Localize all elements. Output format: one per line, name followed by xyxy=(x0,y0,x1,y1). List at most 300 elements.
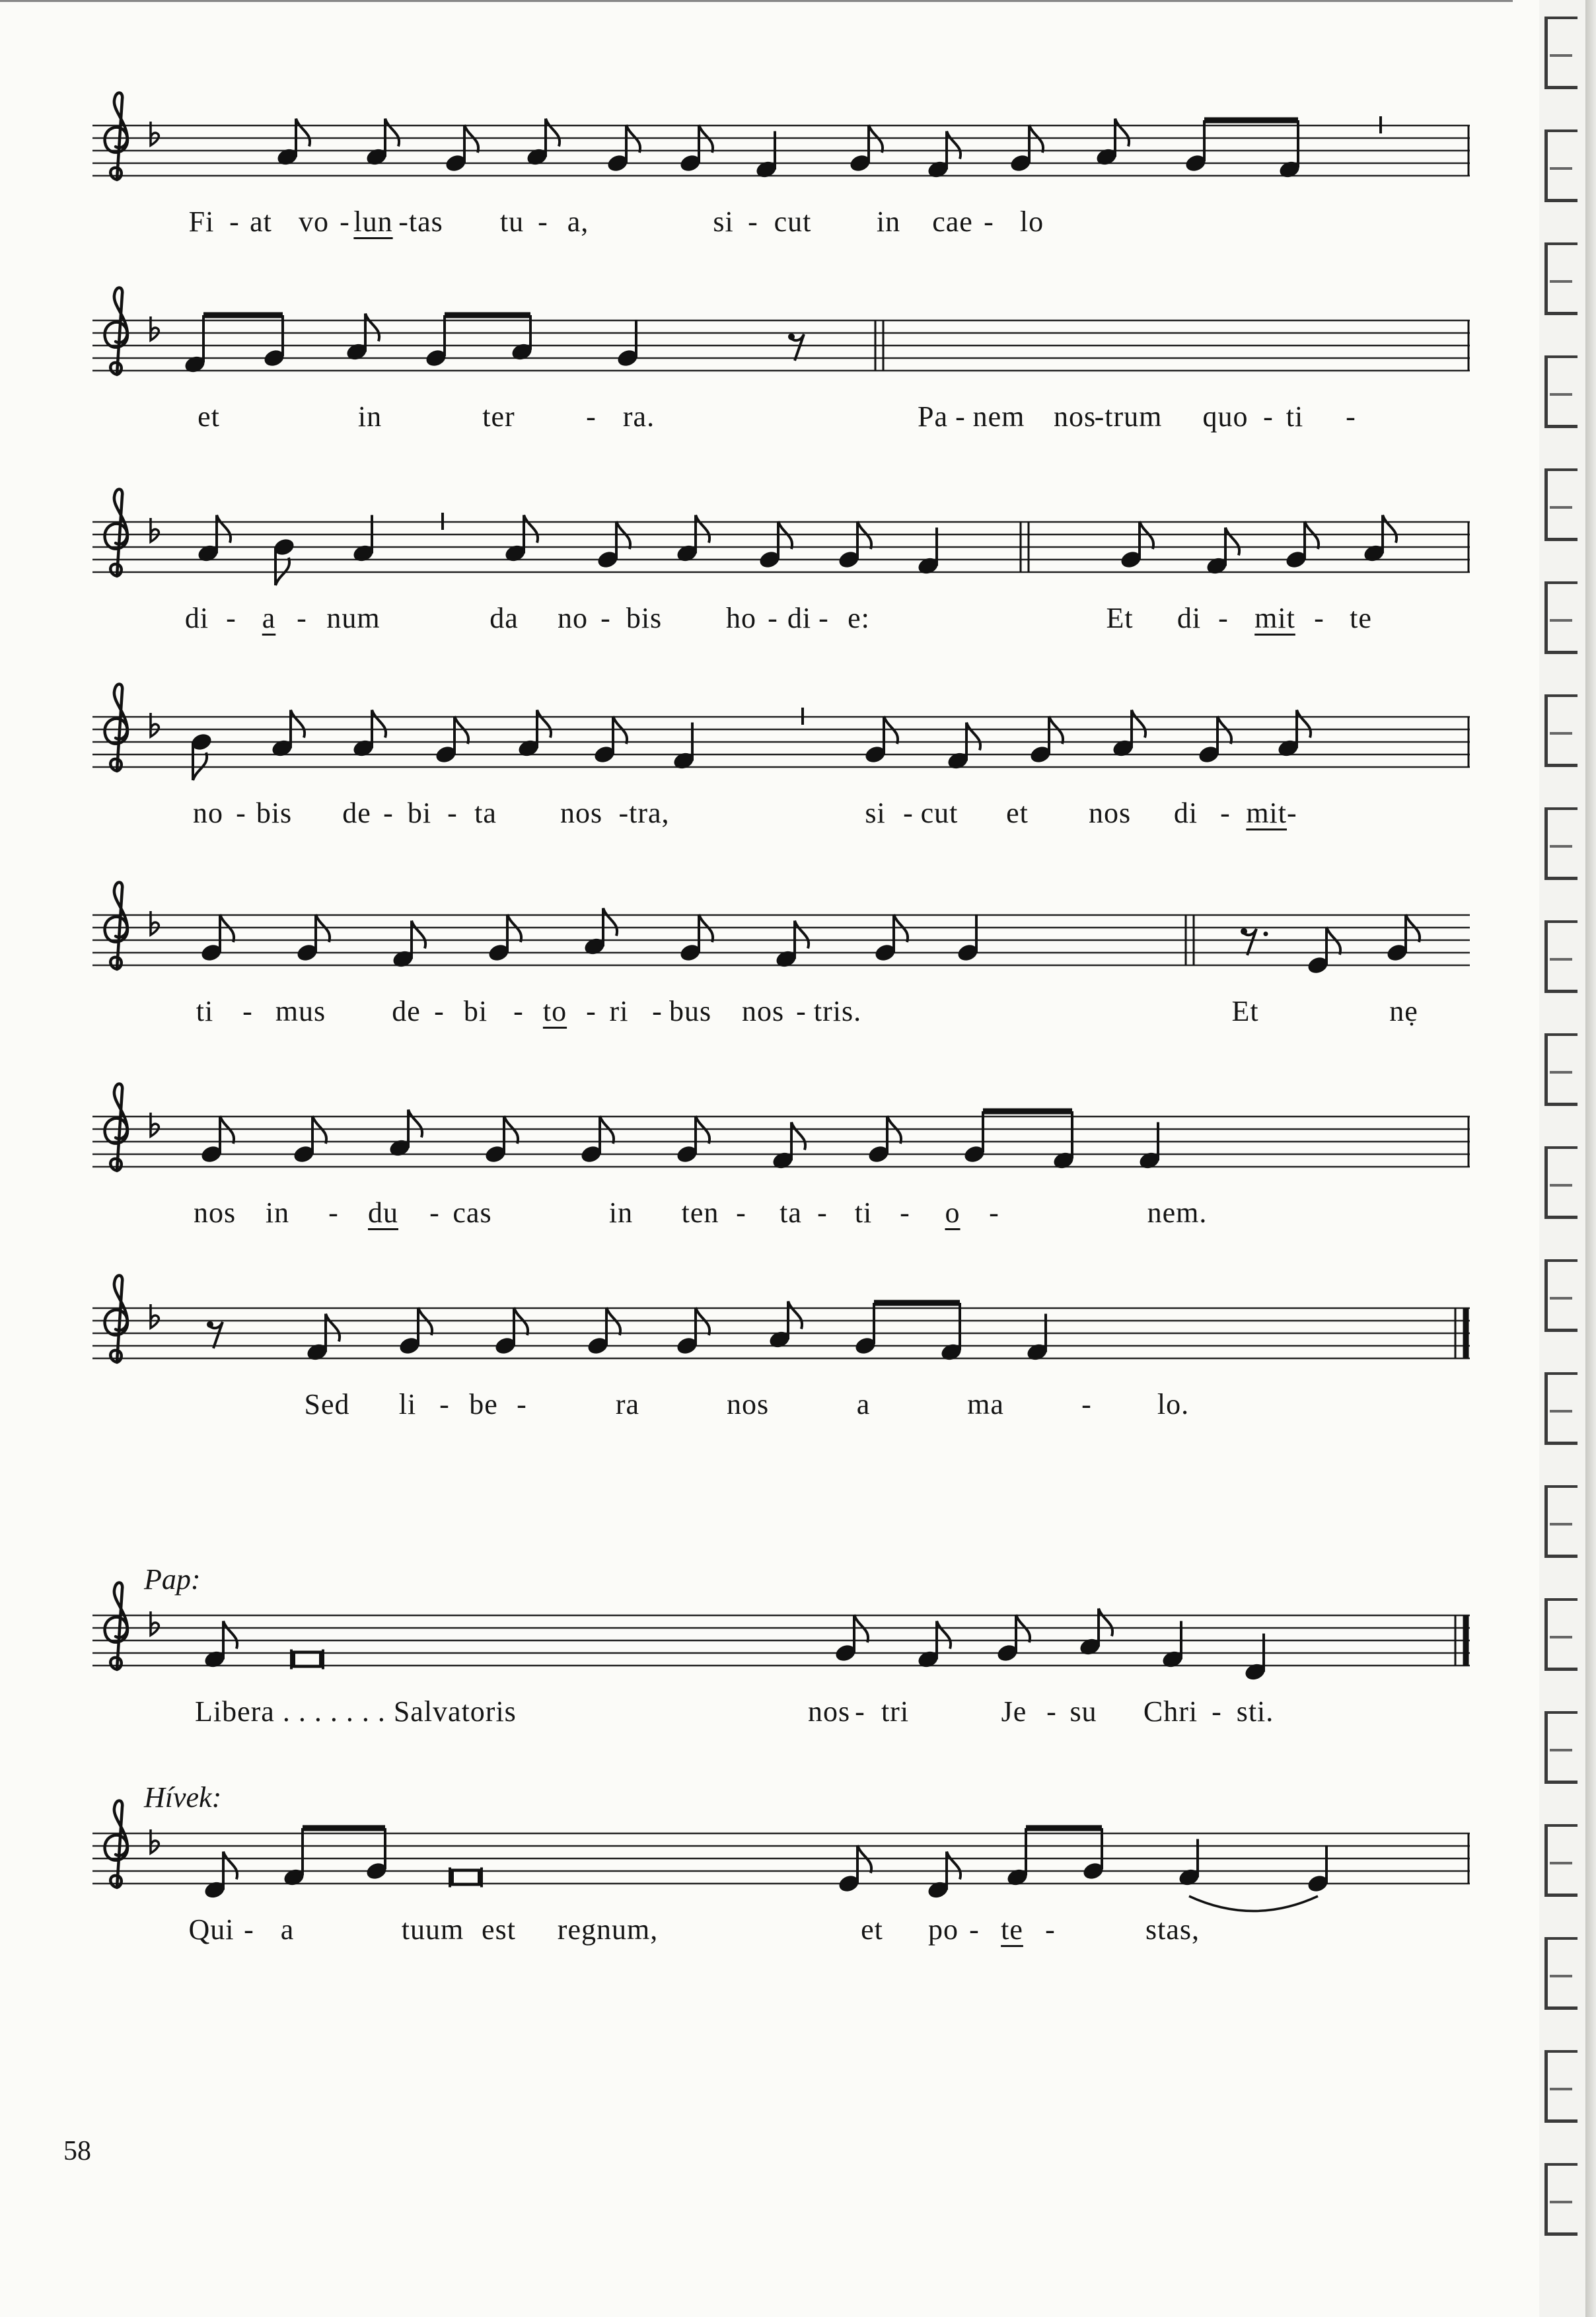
lyric-syllable xyxy=(818,601,829,635)
binding-ring xyxy=(1539,694,1578,767)
syllable-text: nos xyxy=(741,995,785,1027)
slur xyxy=(1189,1896,1318,1911)
lyric-syllable xyxy=(447,796,458,830)
eighth-rest xyxy=(1241,928,1268,955)
lyric-syllable xyxy=(342,796,371,830)
syllable-text: in xyxy=(608,1196,634,1229)
lyric-syllable xyxy=(748,205,758,239)
lyric-syllable xyxy=(787,601,811,635)
binding-ring xyxy=(1539,242,1578,315)
syllable-text: vo xyxy=(299,205,329,238)
syllable-text: - xyxy=(955,400,966,433)
syllable-text: - xyxy=(1263,400,1274,433)
note xyxy=(1029,716,1063,765)
note xyxy=(867,1116,901,1165)
lyric-syllable xyxy=(1174,796,1198,830)
syllable-text: - xyxy=(768,602,778,634)
note xyxy=(962,1111,986,1165)
lyric-syllable xyxy=(1177,601,1201,635)
binding-ring xyxy=(1539,1598,1578,1671)
lyric-syllable xyxy=(1081,1387,1092,1421)
lyric-syllable xyxy=(482,1913,516,1946)
lyric-syllable xyxy=(1001,1695,1027,1728)
syllable-text: - xyxy=(1314,602,1324,634)
syllable-text: ti xyxy=(854,1196,873,1229)
note xyxy=(365,1828,388,1882)
lyric-syllable xyxy=(543,994,567,1028)
accented-syllable: te xyxy=(1001,1913,1023,1946)
note xyxy=(616,320,639,369)
lyric-syllable xyxy=(726,601,756,635)
note xyxy=(200,914,234,963)
lyric-syllable xyxy=(1237,1695,1274,1728)
spiral-binding xyxy=(1539,0,1596,2317)
syllable-text: Je xyxy=(1001,1695,1027,1728)
syllable-text: stas, xyxy=(1145,1913,1200,1946)
syllable-text: nos xyxy=(1088,797,1132,829)
syllable-text: est xyxy=(482,1913,516,1946)
note xyxy=(596,521,630,570)
note xyxy=(487,914,521,963)
syllable-text: in xyxy=(265,1196,290,1229)
note xyxy=(510,315,534,362)
note xyxy=(1197,716,1231,765)
binding-ring xyxy=(1539,1033,1578,1106)
note xyxy=(1119,521,1153,570)
lyric-syllable xyxy=(368,1196,398,1230)
lyric-syllable xyxy=(586,994,597,1028)
lyric-syllable xyxy=(198,400,220,433)
accented-syllable: o xyxy=(945,1196,961,1229)
syllable-text: ti xyxy=(1286,400,1304,433)
syllable-text: tri xyxy=(881,1695,910,1728)
staff xyxy=(92,502,1470,601)
lyric-syllable xyxy=(402,1913,464,1946)
lyric-syllable xyxy=(226,601,236,635)
note xyxy=(956,914,980,963)
syllable-text: ri xyxy=(609,995,629,1027)
accented-syllable: lun xyxy=(353,205,393,238)
syllable-text: - xyxy=(439,1388,450,1420)
note xyxy=(272,536,296,585)
syllable-text: et xyxy=(861,1913,883,1946)
syllable-text: di xyxy=(1177,602,1202,634)
syllable-text: Fi xyxy=(188,205,215,238)
syllable-text: -tas xyxy=(398,205,443,238)
note xyxy=(873,914,908,963)
lyric-syllable xyxy=(281,1913,295,1946)
syllable-text: - xyxy=(229,205,240,238)
syllable-text: no xyxy=(193,797,223,829)
syllable-text: di xyxy=(787,602,812,634)
syllable-text: - xyxy=(244,1913,254,1946)
syllable-text: ta xyxy=(474,797,497,829)
lyric-syllable xyxy=(500,205,524,239)
note xyxy=(579,1116,614,1165)
lyric-syllable xyxy=(742,994,784,1028)
syllable-text: - xyxy=(513,995,524,1027)
syllable-text: Sed xyxy=(304,1388,350,1420)
syllable-text: - xyxy=(340,205,350,238)
note xyxy=(1081,1828,1105,1882)
note xyxy=(586,1307,620,1356)
lyric-syllable xyxy=(616,1387,639,1421)
note xyxy=(853,1303,877,1356)
note xyxy=(1009,125,1043,174)
staff xyxy=(92,1288,1470,1387)
accented-syllable: du xyxy=(368,1196,398,1229)
note xyxy=(295,914,330,963)
lyric-syllable xyxy=(1389,994,1418,1028)
lyric-syllable xyxy=(196,994,213,1028)
lyric-syllable xyxy=(242,994,253,1028)
syllable-text: - xyxy=(600,602,611,634)
lyric-syllable xyxy=(877,205,900,239)
lyric-syllable xyxy=(517,1387,527,1421)
syllable-text: li xyxy=(398,1388,417,1420)
syllable-text: - xyxy=(328,1196,339,1229)
syllable-text: ta xyxy=(780,1196,802,1229)
binding-ring xyxy=(1539,468,1578,541)
syllable-text: nos xyxy=(1053,400,1097,433)
lyric-syllable xyxy=(1212,1695,1222,1728)
syllable-text: de xyxy=(342,797,371,829)
note xyxy=(262,315,286,369)
note xyxy=(675,1116,709,1165)
note xyxy=(848,125,883,174)
lyric-syllable xyxy=(195,1695,517,1728)
syllable-text: Et xyxy=(1231,995,1259,1027)
voice-role-label: Hívek: xyxy=(144,1781,222,1814)
treble-clef xyxy=(105,1583,127,1670)
binding-ring xyxy=(1539,355,1578,428)
syllable-text: - xyxy=(900,1196,910,1229)
lyric-syllable xyxy=(1157,1387,1189,1421)
lyric-syllable xyxy=(193,796,223,830)
lyric-syllable xyxy=(567,205,589,239)
treble-clef xyxy=(105,684,127,772)
syllable-text: cae xyxy=(932,205,973,238)
lyric-syllable xyxy=(185,601,209,635)
lyric-syllable xyxy=(305,1387,350,1421)
syllable-text: - xyxy=(1046,1695,1057,1728)
syllable-text: - xyxy=(226,602,236,634)
syllable-text: ma xyxy=(967,1388,1004,1420)
lyric-syllable xyxy=(1106,601,1133,635)
lyric-syllable xyxy=(586,400,597,433)
lyric-syllable xyxy=(1143,1695,1198,1728)
lyric-syllable xyxy=(398,205,443,239)
syllable-text: di xyxy=(184,602,209,634)
lyric-syllable xyxy=(861,1913,883,1946)
note xyxy=(675,1307,709,1356)
syllable-text: - xyxy=(1045,1913,1056,1946)
note xyxy=(1184,120,1208,174)
lyric-syllable xyxy=(513,994,524,1028)
syllable-text: in xyxy=(876,205,901,238)
lyric-syllable xyxy=(626,601,662,635)
syllable-text: nos xyxy=(560,797,603,829)
lyric-syllable xyxy=(932,205,973,239)
lyric-syllable xyxy=(727,1387,769,1421)
syllable-text: be xyxy=(469,1388,498,1420)
binding-ring xyxy=(1539,920,1578,993)
lyric-syllable xyxy=(297,601,307,635)
lyric-syllable xyxy=(928,1913,959,1946)
syllable-text: tu xyxy=(499,205,525,238)
lyric-syllable xyxy=(1231,994,1258,1028)
syllable-text: si xyxy=(713,205,734,238)
lyric-syllable xyxy=(326,601,380,635)
lyric-syllable xyxy=(881,1695,909,1728)
lyric-syllable xyxy=(538,205,548,239)
lyric-syllable xyxy=(623,400,655,433)
syllable-text: quo xyxy=(1202,400,1249,433)
lyric-syllable xyxy=(817,1196,828,1230)
page-number: 58 xyxy=(63,2136,91,2166)
lyric-syllable xyxy=(796,994,807,1028)
lyric-syllable xyxy=(560,796,602,830)
lyric-syllable xyxy=(358,400,382,433)
syllable-text: num xyxy=(326,602,381,634)
note xyxy=(484,1116,518,1165)
lyric-syllable xyxy=(669,994,711,1028)
lyric-syllable xyxy=(558,601,588,635)
lyric-syllable xyxy=(855,1196,872,1230)
lyric-syllable xyxy=(984,205,994,239)
note xyxy=(834,1615,868,1664)
music-system xyxy=(92,502,1470,654)
syllable-text: -tra, xyxy=(618,797,670,829)
syllable-text: - xyxy=(1212,1695,1222,1728)
binding-ring xyxy=(1539,1146,1578,1219)
syllable-text: te xyxy=(1350,602,1372,634)
syllable-text: - xyxy=(748,205,758,238)
syllable-text: bis xyxy=(626,602,663,634)
lyric-syllable xyxy=(609,1196,633,1230)
note xyxy=(606,125,640,174)
note xyxy=(593,716,627,765)
syllable-text: tuum xyxy=(401,1913,464,1946)
syllable-text: bus xyxy=(669,995,712,1027)
lyric-syllable xyxy=(1020,205,1044,239)
voice-role-label: Pap: xyxy=(144,1563,201,1596)
syllable-text: si xyxy=(865,797,886,829)
note xyxy=(678,914,713,963)
syllable-text: - xyxy=(817,1196,828,1229)
binding-spine xyxy=(1585,0,1596,2317)
lyric-syllable xyxy=(652,994,663,1028)
syllable-text: a, xyxy=(567,205,589,238)
syllable-text: regnum, xyxy=(557,1913,659,1946)
lyric-syllable xyxy=(244,1913,254,1946)
lyric-syllable xyxy=(299,205,329,239)
lyric-syllable xyxy=(768,601,778,635)
accented-syllable: mit xyxy=(1254,602,1295,634)
lyric-syllable xyxy=(1218,601,1229,635)
treble-clef xyxy=(105,1801,127,1888)
lyric-syllable xyxy=(736,1196,746,1230)
breve-recitation-note xyxy=(450,1868,482,1888)
lyric-syllable xyxy=(399,1387,416,1421)
top-edge-rule xyxy=(0,0,1513,2)
syllable-text: nos xyxy=(807,1695,851,1728)
lyric-syllable xyxy=(353,205,392,239)
syllable-text: nẹ xyxy=(1389,995,1418,1027)
lyric-syllable xyxy=(250,205,272,239)
note xyxy=(996,1615,1030,1664)
lyric-syllable xyxy=(256,796,292,830)
note xyxy=(493,1307,528,1356)
lyric-syllable xyxy=(973,400,1025,433)
music-system xyxy=(92,895,1470,1047)
syllable-text: - xyxy=(989,1196,999,1229)
binding-ring xyxy=(1539,1711,1578,1784)
treble-clef xyxy=(105,490,127,577)
lyric-syllable xyxy=(1089,796,1131,830)
lyric-syllable xyxy=(392,994,421,1028)
lyric-syllable xyxy=(469,1387,498,1421)
lyric-syllable xyxy=(383,796,394,830)
syllable-text: Libera . . . . . . . Salvatoris xyxy=(195,1695,517,1728)
syllable-text: - xyxy=(236,797,246,829)
treble-clef xyxy=(105,1084,127,1171)
syllable-text: bi xyxy=(407,797,432,829)
breve-recitation-note xyxy=(291,1650,323,1670)
lyric-syllable xyxy=(1203,400,1249,433)
syllable-text: - xyxy=(1346,400,1356,433)
syllable-text: po xyxy=(928,1913,959,1946)
syllable-text: e: xyxy=(848,602,870,634)
lyric-syllable xyxy=(1314,601,1324,635)
lyric-syllable xyxy=(1350,601,1372,635)
music-system xyxy=(92,301,1470,453)
syllable-text: Qui xyxy=(188,1913,235,1946)
binding-ring xyxy=(1539,2163,1578,2236)
lyric-syllable xyxy=(918,400,948,433)
syllable-text: - xyxy=(818,602,829,634)
note xyxy=(863,716,898,765)
note xyxy=(758,521,792,570)
lyric-syllable xyxy=(1046,1695,1057,1728)
accented-syllable: to xyxy=(542,995,567,1027)
lyric-syllable xyxy=(236,796,246,830)
lyric-syllable xyxy=(275,994,326,1028)
lyric-syllable xyxy=(1286,400,1303,433)
syllable-text: - xyxy=(517,1388,527,1420)
lyric-syllable xyxy=(808,1695,850,1728)
accented-syllable: mit xyxy=(1246,797,1288,829)
syllable-text: -trum xyxy=(1094,400,1163,433)
lyric-syllable xyxy=(600,601,611,635)
lyric-syllable xyxy=(1054,400,1096,433)
syllable-text: cut xyxy=(920,797,959,829)
syllable-text: ten xyxy=(681,1196,719,1229)
lyric-syllable xyxy=(229,205,240,239)
note xyxy=(398,1307,432,1356)
lyric-syllable xyxy=(558,1913,658,1946)
lyric-syllable xyxy=(814,994,861,1028)
syllable-text: lo xyxy=(1019,205,1044,238)
syllable-text: no xyxy=(558,602,588,634)
syllable-text: - xyxy=(984,205,994,238)
eighth-rest xyxy=(788,334,804,361)
syllable-text: - xyxy=(969,1913,980,1946)
lyric-syllable xyxy=(1045,1913,1056,1946)
staff xyxy=(92,1097,1470,1196)
lyric-syllable xyxy=(490,601,519,635)
binding-ring xyxy=(1539,1372,1578,1445)
syllable-text: nem. xyxy=(1147,1196,1208,1229)
lyric-syllable xyxy=(474,796,497,830)
lyric-syllable xyxy=(967,1387,1004,1421)
treble-clef xyxy=(105,1276,127,1363)
lyric-syllable xyxy=(682,1196,719,1230)
lyric-syllable xyxy=(900,1196,910,1230)
syllable-text: lo. xyxy=(1157,1388,1190,1420)
staff xyxy=(92,697,1470,796)
treble-clef xyxy=(105,93,127,180)
binding-ring xyxy=(1539,807,1578,880)
music-system xyxy=(92,1781,1470,1966)
lyric-syllable xyxy=(464,994,488,1028)
syllable-text: et xyxy=(1006,797,1029,829)
lyric-syllable xyxy=(408,796,431,830)
lyric-syllable xyxy=(989,1196,999,1230)
lyric-syllable xyxy=(1220,796,1231,830)
note xyxy=(678,125,713,174)
syllable-text: - xyxy=(796,995,807,1027)
syllable-text: - xyxy=(1287,797,1297,829)
binding-ring xyxy=(1539,129,1578,202)
syllable-text: nem xyxy=(972,400,1025,433)
lyric-syllable xyxy=(780,1196,802,1230)
lyric-syllable xyxy=(1246,796,1297,830)
lyric-syllable xyxy=(1346,400,1356,433)
syllable-text: - xyxy=(242,995,253,1027)
lyric-syllable xyxy=(1147,1196,1208,1230)
lyric-syllable xyxy=(969,1913,980,1946)
syllable-text: ter xyxy=(482,400,515,433)
lyric-syllable xyxy=(482,400,515,433)
syllable-text: - xyxy=(903,797,914,829)
binding-ring xyxy=(1539,1824,1578,1897)
syllable-text: in xyxy=(357,400,382,433)
syllable-text: a xyxy=(856,1388,871,1420)
note xyxy=(1306,1845,1330,1894)
syllable-text: - xyxy=(429,1196,440,1229)
syllable-text: bi xyxy=(463,995,488,1027)
syllable-text: ra. xyxy=(622,400,655,433)
music-system xyxy=(92,697,1470,849)
syllable-text: et xyxy=(198,400,220,433)
lyric-syllable xyxy=(857,1387,871,1421)
lyric-syllable xyxy=(713,205,733,239)
music-system xyxy=(92,1097,1470,1249)
syllable-text: - xyxy=(652,995,663,1027)
lyric-syllable xyxy=(328,1196,339,1230)
syllable-text: - xyxy=(538,205,548,238)
syllable-text: mus xyxy=(275,995,326,1027)
syllable-text: de xyxy=(392,995,421,1027)
lyric-syllable xyxy=(618,796,669,830)
lyric-syllable xyxy=(865,796,885,830)
accented-syllable: a xyxy=(262,602,276,634)
note xyxy=(1385,914,1420,963)
syllable-text: - xyxy=(586,995,597,1027)
lyric-syllable xyxy=(921,796,959,830)
syllable-text: ti xyxy=(196,995,214,1027)
